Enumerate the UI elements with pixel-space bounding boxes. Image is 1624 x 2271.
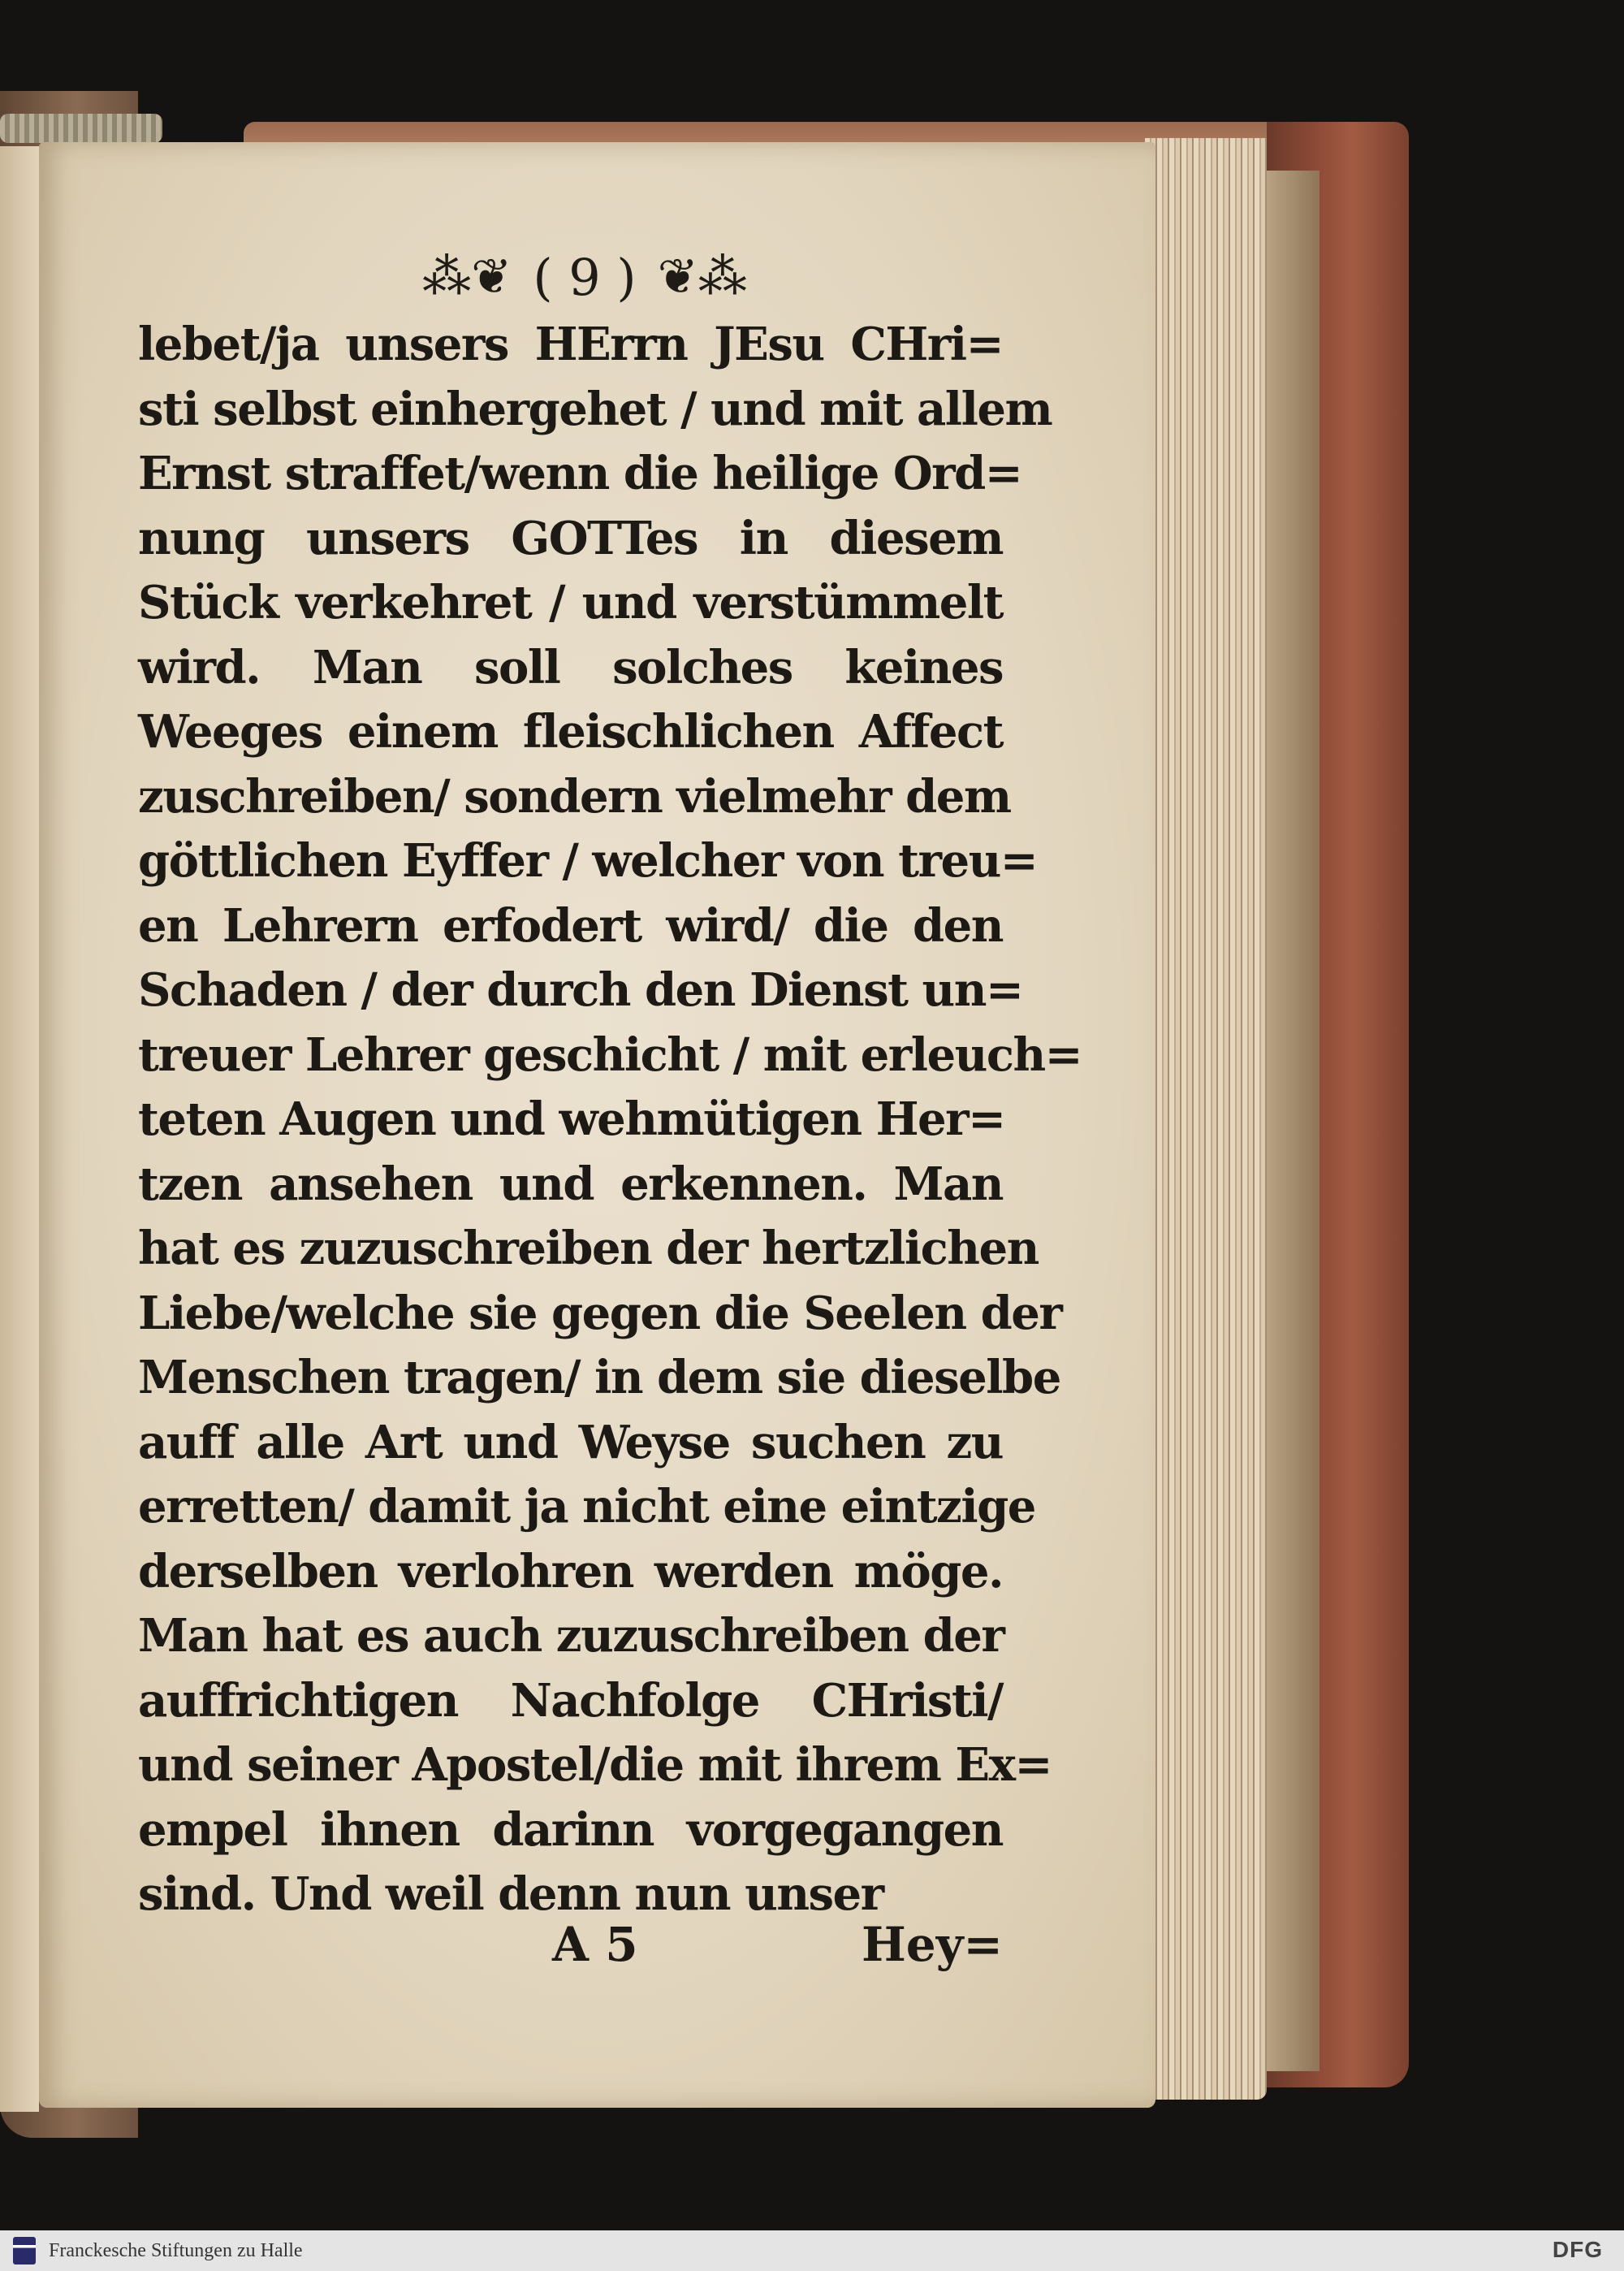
text-line: Man hat es auch zuzuschreiben der: [138, 1609, 1004, 1663]
text-line: derselben verlohren werden möge.: [138, 1544, 1003, 1598]
catchword: Hey=: [862, 1917, 1003, 1972]
text-line: Weeges einem fleischlichen Affect: [138, 705, 1003, 759]
page-number: ( 9 ): [533, 247, 637, 307]
page-edges: [1145, 138, 1267, 2100]
text-line: auffrichtigen Nachfolge CHristi/: [138, 1673, 1003, 1728]
page-footer: [138, 1917, 1003, 1982]
text-line: treuer Lehrer geschicht / mit erleuch=: [138, 1027, 1082, 1082]
institution-logo-icon: [13, 2237, 36, 2265]
text-line: Ernst straffet/wenn die heilige Ord=: [138, 447, 1022, 500]
viewer-footer-bar: [0, 2230, 1624, 2271]
text-line: teten Augen und wehmütigen Her=: [138, 1092, 1005, 1146]
text-line: Schaden / der durch den Dienst un=: [138, 963, 1023, 1017]
text-line: wird. Man soll solches keines: [138, 640, 1003, 694]
text-line: auff alle Art und Weyse suchen zu: [138, 1415, 1003, 1469]
text-line: zuschreiben/ sondern vielmehr dem: [138, 769, 1011, 824]
text-line: Menschen tragen/ in dem sie dieselbe: [138, 1351, 1060, 1404]
page-text-block: [138, 313, 1082, 1927]
text-line: Stück verkehret / und verstümmelt: [138, 576, 1003, 629]
text-line: göttlichen Eyffer / welcher von treu=: [138, 834, 1038, 888]
text-line: nung unsers GOTTes in diesem: [138, 511, 1003, 565]
book-headband: [0, 114, 162, 143]
page-header: [390, 240, 780, 314]
right-ornament-icon: ❦⁂: [657, 249, 747, 305]
text-line: lebet/ja unsers HErrn JEsu CHri=: [138, 318, 1003, 371]
text-line: tzen ansehen und erkennen. Man: [138, 1157, 1003, 1211]
text-line: empel ihnen darinn vorgegangen: [138, 1802, 1003, 1857]
text-line: und seiner Apostel/die mit ihrem Ex=: [138, 1738, 1052, 1792]
text-line: en Lehrern erfodert wird/ die den: [138, 898, 1003, 953]
text-line: erretten/ damit ja nicht eine eintzige: [138, 1480, 1035, 1533]
left-ornament-icon: ⁂❦: [422, 249, 512, 305]
text-line: sind. Und weil denn nun unser: [138, 1867, 883, 1921]
signature-mark: A 5: [552, 1917, 638, 1972]
dfg-logo: DFG: [1552, 2237, 1603, 2262]
text-line: hat es zuzuschreiben der hertzlichen: [138, 1222, 1039, 1275]
text-line: sti selbst einhergehet / und mit allem: [138, 382, 1052, 436]
text-line: Liebe/welche sie gegen die Seelen der: [138, 1286, 1062, 1340]
institution-name: Franckesche Stiftungen zu Halle: [49, 2239, 303, 2261]
facing-page-edge: [0, 146, 39, 2112]
